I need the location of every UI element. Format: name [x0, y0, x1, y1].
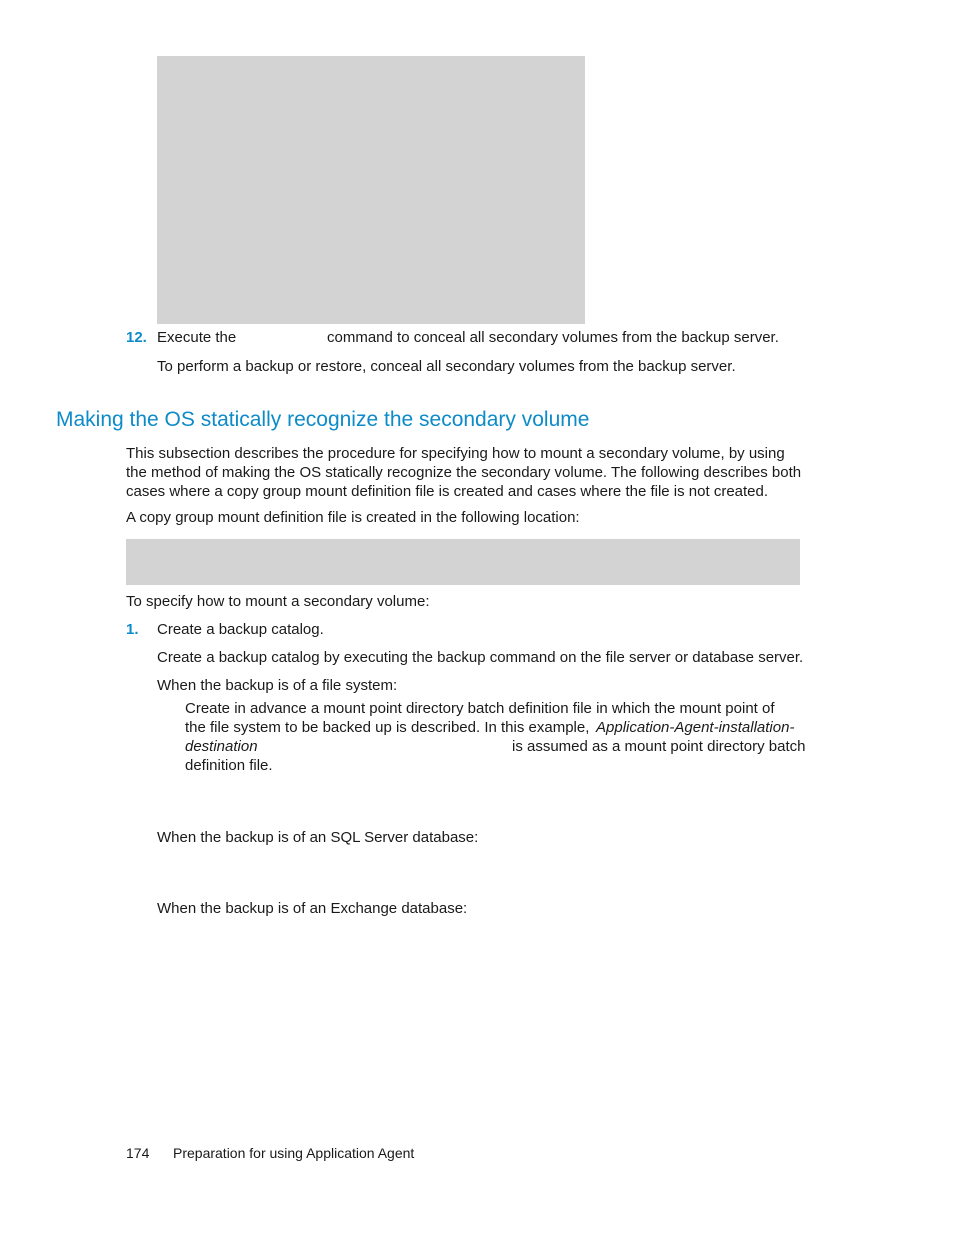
- fs-line-2b: Application-Agent-installation-: [596, 719, 795, 736]
- code-block-location: [126, 539, 800, 585]
- code-block-top: [157, 56, 585, 324]
- step-1-title: Create a backup catalog.: [157, 621, 324, 638]
- intro-line-1: This subsection describes the procedure for specifying how to mount a secondary volume, by using: [126, 445, 785, 462]
- specify-text: To specify how to mount a secondary volume:: [126, 593, 430, 610]
- location-text: A copy group mount definition file is created in the following location:: [126, 509, 580, 526]
- step-1-description: Create a backup catalog by executing the backup command on the file server or database server.: [157, 649, 804, 666]
- fs-line-2a: the file system to be backed up is described. In this example,: [185, 719, 590, 736]
- intro-line-3: cases where a copy group mount definition file is created and cases where the file is not created.: [126, 483, 769, 500]
- page-number: 174: [126, 1145, 150, 1161]
- sql-server-label: When the backup is of an SQL Server database:: [157, 829, 479, 846]
- step-12-text-before: Execute the: [157, 329, 237, 346]
- fs-line-3a: destination: [185, 738, 258, 755]
- section-intro: [126, 444, 806, 501]
- file-system-label: When the backup is of a file system:: [157, 677, 398, 694]
- fs-line-1: Create in advance a mount point directory batch definition file in which the mount point of: [185, 700, 775, 717]
- section-title: Making the OS statically recognize the secondary volume: [56, 408, 590, 431]
- fs-line-3b: is assumed as a mount point directory batch: [512, 738, 806, 755]
- step-12-note: To perform a backup or restore, conceal all secondary volumes from the backup server.: [157, 358, 736, 375]
- step-12-text-after: command to conceal all secondary volumes from the backup server.: [327, 329, 779, 346]
- intro-line-2: the method of making the OS statically recognize the secondary volume. The following describes both: [126, 464, 802, 481]
- fs-line-4: definition file.: [185, 757, 273, 774]
- exchange-label: When the backup is of an Exchange database:: [157, 900, 468, 917]
- step-1-number: 1.: [126, 621, 139, 638]
- step-12-number: 12.: [126, 329, 147, 346]
- footer-title: Preparation for using Application Agent: [173, 1145, 415, 1161]
